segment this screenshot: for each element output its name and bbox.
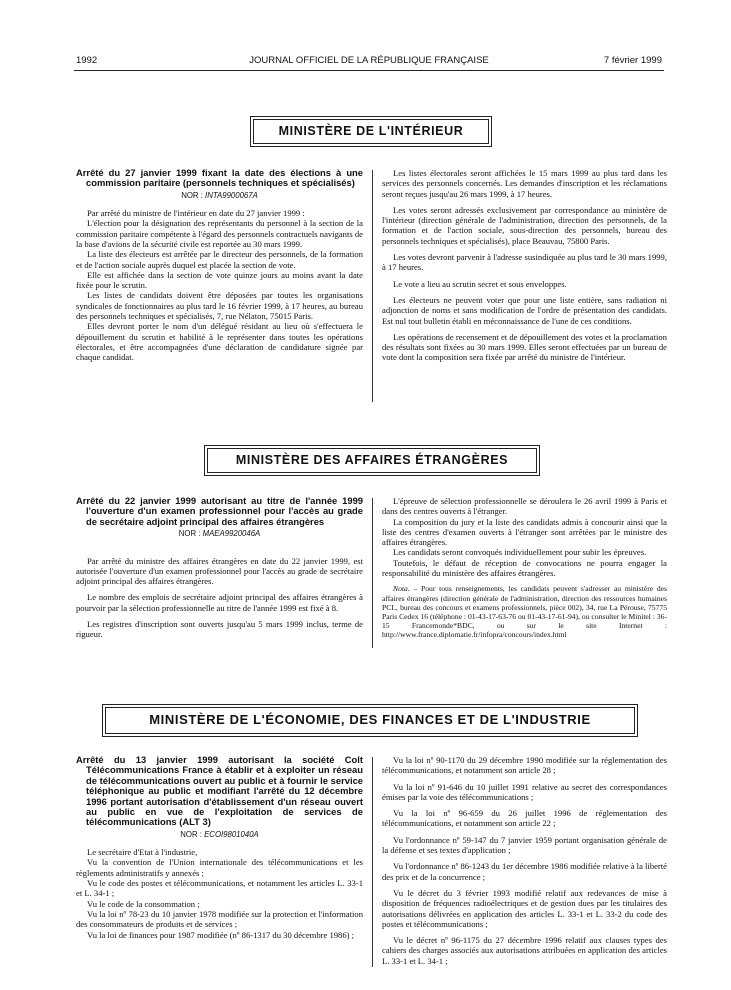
paragraph: Les listes électorales seront affichées le 15 mars 1999 au plus tard dans les services des personnels concernés. Les demandes d'inscription et les réclamations seront reçues jusqu'au 26 mars 1999, à 17 heures. [382, 168, 667, 199]
ministry-economy-banner [102, 704, 638, 737]
paragraph: Vu la loi de finances pour 1987 modifiée (nº 86-1317 du 30 décembre 1986) ; [87, 929, 355, 940]
paragraph: Les listes de candidats doivent être déposées par toutes les organisations syndicales de fonctionnaires au plus tard le 16 février 1999, à 17 heures, au bureau des personnels techniques et spécialisés, 7, rue Nélaton, 75015 Paris. [76, 290, 363, 322]
nor-code: INTA9900067A [205, 190, 258, 200]
nor-code: ECOI9801040A [204, 829, 259, 839]
page-number: 1992 [76, 55, 98, 66]
foreign-nor [76, 529, 363, 539]
paragraph: Vu la loi nº 91-646 du 10 juillet 1991 relative au secret des correspondances émises par la voie des télécommunications ; [382, 781, 667, 802]
running-header [74, 56, 664, 71]
paragraph: L'élection pour la désignation des représentants du personnel à la section de la commission paritaire compétente à l'égard des personnels contractuels navigants de la base d'avions de la sécurité civile est reportée au 30 mars 1999. [76, 218, 363, 249]
ministry-foreign-title: MINISTÈRE DES AFFAIRES ÉTRANGÈRES [235, 453, 509, 468]
interior-left-column [76, 168, 363, 408]
paragraph: Les registres d'inscription sont ouverts jusqu'au 5 mars 1999 inclus, terme de rigueur. [76, 619, 363, 640]
nor-code: MAEA9920046A [202, 529, 261, 539]
paragraph: Elle est affichée dans la section de vote quinze jours au moins avant la date fixée pour le scrutin. [76, 269, 363, 291]
paragraph: Vu l'ordonnance nº 86-1243 du 1er décembre 1986 modifiée relative à la liberté des prix et de la concurrence ; [382, 861, 667, 882]
paragraph: Vu le code de la consommation ; [87, 898, 200, 909]
ministry-interior-banner [250, 116, 492, 147]
paragraph: Le vote a lieu au scrutin secret et sous enveloppes. [393, 278, 567, 289]
paragraph: Toutefois, le défaut de réception de convocations ne pourra engager la responsabilité du ministère des affaires étrangères. [382, 557, 667, 579]
nor-label: NOR : [180, 829, 202, 839]
issue-date: 7 février 1999 [603, 55, 662, 66]
foreign-right-column [382, 496, 667, 666]
column-divider [372, 498, 373, 648]
paragraph: Vu la loi nº 78-23 du 10 janvier 1978 modifiée sur la protection et l'information des consommateurs de produits et de services ; [76, 908, 363, 930]
economy-right-column [382, 755, 667, 980]
paragraph: Vu la loi nº 90-1170 du 29 décembre 1990 modifiée sur la réglementation des télécommunications, et notamment son article 28 ; [382, 755, 667, 776]
economy-article-title: Arrêté du 13 janvier 1999 autorisant la société Colt Télécommunications France à établir et à exploiter un réseau de télécommunications ouvert au public et à fournir le service téléphonique au public et modifiant l'arrêté du 12 décembre 1996 portant autorisation d'établissement d'un réseau ouvert au public en vue de l'exploitation de services de télécommunications (ALT 3) [76, 755, 363, 828]
interior-article-title: Arrêté du 27 janvier 1999 fixant la date des élections à une commission paritaire (personnels techniques et spécialisés) [76, 168, 363, 189]
column-divider [372, 170, 373, 402]
nota-text: Pour tous renseignements, les candidats peuvent s'adresser au ministère des affaires étrangères (direction générale de l'administration, direction des ressources humaines PCL, bureau des concours et examens professionnels, pièce 002), 34, rue La Pérouse, 75775 Paris Cedex 16 (téléphone : 01-43-17-63-76 ou 01-43-17-61-94), ou consulter le Minitel : 36-15 Francemonde*BDC, ou sur le site Internet : http://www.france.diplomatie.fr/infopra/concours/index.html [382, 584, 667, 640]
ministry-foreign-banner [204, 445, 540, 476]
paragraph: Vu le décret nº 96-1175 du 27 décembre 1996 relatif aux clauses types des cahiers des charges associés aux autorisations attribuées en application des articles L. 33-1 et L. 34-1 ; [382, 935, 667, 966]
paragraph: Elles devront porter le nom d'un délégué résidant au lieu où s'effectuera le dépouillement du scrutin et habilité à le représenter dans toutes les opérations électorales, et être accompagnées d'une déclaration de candidature signée par chaque candidat. [76, 321, 363, 363]
paragraph: La liste des électeurs est arrêtée par le directeur des personnels, de la formation et de l'action sociale auprès duquel est placée la section de vote. [76, 249, 363, 270]
paragraph: Le secrétaire d'Etat à l'industrie, [87, 847, 198, 858]
paragraph: Par arrêté du ministre des affaires étrangères en date du 22 janvier 1999, est autorisée l'ouverture d'un examen professionnel pour l'accès au grade de secrétaire adjoint principal des affaires étrangères. [76, 555, 363, 587]
paragraph: L'épreuve de sélection professionnelle se déroulera le 26 avril 1999 à Paris et dans des centres ouverts à l'étranger. [382, 496, 667, 517]
nor-label: NOR : [178, 529, 201, 539]
interior-right-column [382, 168, 667, 408]
column-divider [372, 757, 373, 967]
nor-label: NOR : [181, 190, 203, 200]
foreign-left-column [76, 496, 363, 666]
foreign-article-title: Arrêté du 22 janvier 1999 autorisant au titre de l'année 1999 l'ouverture d'un examen professionnel pour l'accès au grade de secrétaire adjoint principal des affaires étrangères [76, 496, 363, 527]
paragraph: Les candidats seront convoqués individuellement pour subir les épreuves. [393, 547, 647, 558]
economy-left-column [76, 755, 363, 980]
paragraph: Vu le décret du 3 février 1993 modifié relatif aux redevances de mise à disposition de fréquences radioélectriques et de gestion dues par les titulaires des autorisations délivrées en application des articles L. 33-1 et L. 33-2 du code des postes et télécommunications ; [382, 887, 667, 929]
journal-title: JOURNAL OFFICIEL DE LA RÉPUBLIQUE FRANÇAISE [249, 55, 489, 66]
paragraph: Les électeurs ne peuvent voter que pour une liste entière, sans radiation ni adjonction de noms et sans modification de l'ordre de présentation des candidats. Est nul tout bulletin établi en méconnaissance de l'une de ces conditions. [382, 294, 667, 326]
paragraph: Le nombre des emplois de secrétaire adjoint principal des affaires étrangères à pourvoir par la sélection professionnelle au titre de l'année 1999 est fixé à 8. [76, 592, 363, 613]
paragraph: Vu la loi nº 96-659 du 26 juillet 1996 de réglementation des télécommunications, et notamment son article 22 ; [382, 808, 667, 829]
nota-note [382, 584, 667, 639]
paragraph: Les votes devront parvenir à l'adresse susindiquée au plus tard le 30 mars 1999, à 17 heures. [382, 252, 667, 273]
nota-label: Nota. – [393, 584, 418, 594]
paragraph: Les opérations de recensement et de dépouillement des votes et la proclamation des résultats sont fixées au 30 mars 1999. Elles seront effectuées par un bureau de vote dont la composition sera fixée par arrêté du ministre de l'intérieur. [382, 331, 667, 363]
interior-nor [76, 191, 363, 201]
paragraph: La composition du jury et la liste des candidats admis à concourir ainsi que la liste des centres d'examen ouverts à l'étranger sont arrêtées par le ministre des affaires étrangères. [382, 516, 667, 548]
paragraph: Par arrêté du ministre de l'intérieur en date du 27 janvier 1999 : [87, 208, 305, 219]
paragraph: Vu la convention de l'Union internationale des télécommunications et les règlements administratifs y annexés ; [76, 857, 363, 878]
paragraph: Les votes seront adressés exclusivement par correspondance au ministère de l'intérieur (direction générale de l'administration, direction des personnels, de la formation et de l'action sociale, sous-direction des personnels, bureau des personnels techniques et spécialisés), place Beauvau, 75800 Paris. [382, 204, 667, 246]
paragraph: Vu l'ordonnance nº 59-147 du 7 janvier 1959 portant organisation générale de la défense et ses textes d'application ; [382, 834, 667, 856]
paragraph: Vu le code des postes et télécommunications, et notamment les articles L. 33-1 et L. 34-1 ; [76, 878, 363, 899]
ministry-economy-title: MINISTÈRE DE L'ÉCONOMIE, DES FINANCES ET DE L'INDUSTRIE [149, 712, 591, 728]
economy-nor [76, 830, 363, 840]
ministry-interior-title: MINISTÈRE DE L'INTÉRIEUR [278, 124, 464, 139]
